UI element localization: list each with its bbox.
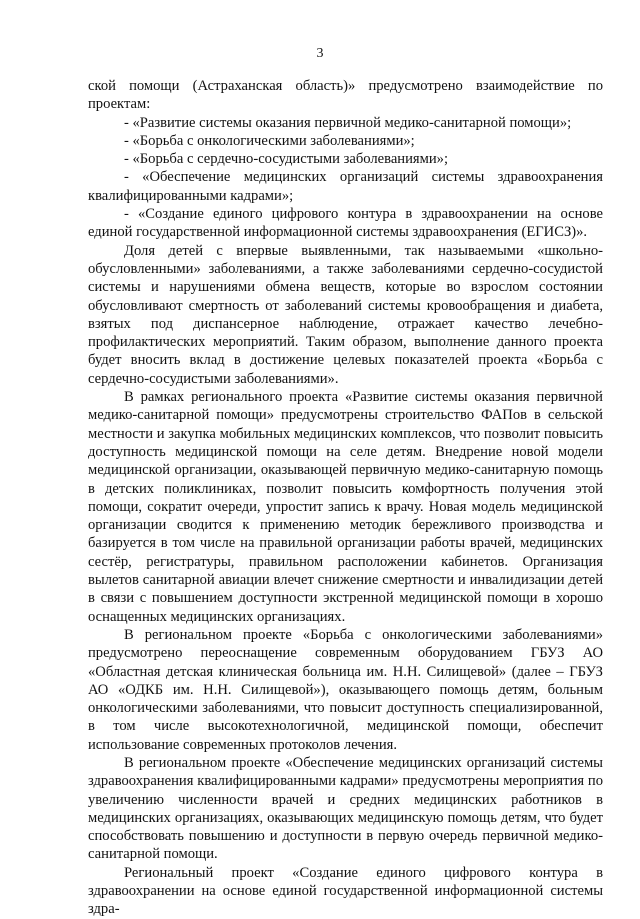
- project-list-item: - «Борьба с сердечно-сосудистыми заболеваниями»;: [124, 151, 449, 168]
- paragraph: В региональном проекте «Борьба с онкологическими заболеваниями» предусмотрено переоснащение современным оборудованием ГБУЗ АО «Областная детская клиническая больница им. Н.Н. Силищевой» (далее – ГБУЗ АО «ОДКБ им. Н.Н. Силищевой»), оказывающего помощь детям, больным онкологическими заболеваниями, что повысит доступность специализированной, в том числе высокотехнологичной, медицинской помощи, обеспечит использование современных протоколов лечения.: [88, 626, 603, 753]
- project-list-item: - «Борьба с онкологическими заболеваниями»;: [124, 132, 415, 149]
- paragraph: Региональный проект «Создание единого цифрового контура в здравоохранении на основе единой государственной информационной системы здра-: [88, 864, 603, 918]
- document-body: [88, 77, 603, 919]
- paragraph: Доля детей с впервые выявленными, так называемыми «школьно-обусловленными» заболеваниями, а также заболеваниями сердечно-сосудистой системы и нарушениями обмена веществ, которые во взрослом состоянии обусловливают смертность от заболеваний системы кровообращения и диабета, взятых под диспансерное наблюдение, отражает качество лечебно-профилактических мероприятий. Таким образом, выполнение данного проекта будет вносить вклад в достижение целевых показателей проекта «Борьба с сердечно-сосудистыми заболеваниями».: [88, 242, 603, 387]
- project-list-item: - «Обеспечение медицинских организаций системы здравоохранения квалифицированными кадрами»;: [88, 169, 603, 204]
- page-number: 3: [316, 46, 324, 61]
- paragraph: В региональном проекте «Обеспечение медицинских организаций системы здравоохранения квалифицированными кадрами» предусмотрены мероприятия по увеличению численности врачей и средних медицинских работников в медицинских организациях, оказывающих медицинскую помощь детям, что будет способствовать повышению и доступности в первую очередь первичной медико-санитарной помощи.: [88, 754, 603, 863]
- project-list-item: - «Развитие системы оказания первичной медико-санитарной помощи»;: [124, 114, 572, 131]
- paragraph: В рамках регионального проекта «Развитие системы оказания первичной медико-санитарной помощи» предусмотрены строительство ФАПов в сельской местности и закупка мобильных медицинских комплексов, что позволит повысить доступность медицинской помощи на селе детям. Внедрение новой модели медицинской организации, оказывающей первичную медико-санитарную помощь в детских поликлиниках, позволит повысить комфортность получения этой помощи, сократит очереди, упростит запись к врачу. Новая модель медицинской организации сводится к применению методик бережливого производства и базируется в том числе на правильной организации работы врачей, медицинских сестёр, регистратуры, правильном расположении кабинетов. Организация вылетов санитарной авиации влечет снижение смертности и инвалидизации детей в связи с повышением доступности экстренной медицинской помощи в хорошо оснащенных медицинских организациях.: [88, 389, 603, 625]
- project-list-item: - «Создание единого цифрового контура в здравоохранении на основе единой государственной информационной системы здравоохранения (ЕГИСЗ)».: [88, 206, 603, 241]
- paragraph-continuation: ской помощи (Астраханская область)» предусмотрено взаимодействие по проектам:: [88, 78, 603, 113]
